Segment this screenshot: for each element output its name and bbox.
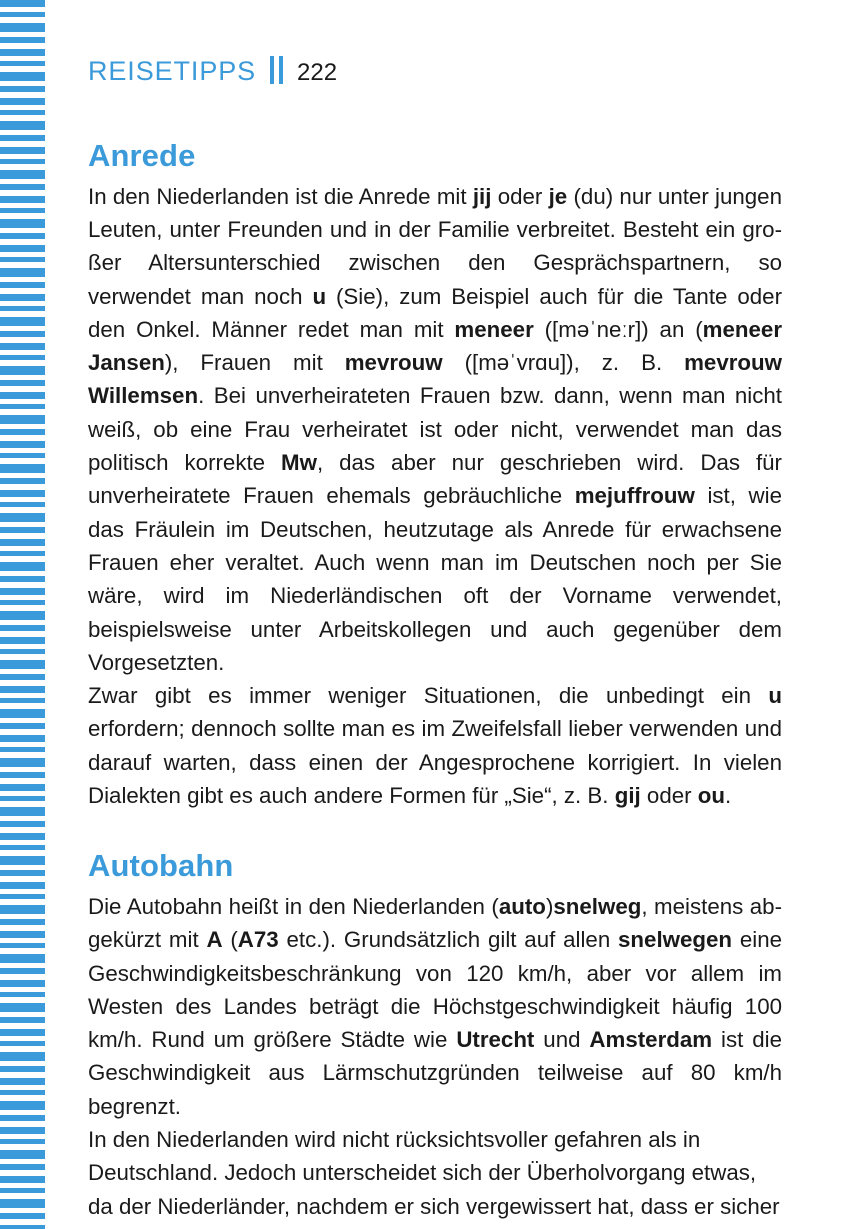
sidebar-inner-edge bbox=[45, 0, 48, 1229]
running-head bbox=[88, 52, 337, 92]
section-anrede bbox=[88, 138, 782, 812]
running-head-section-label: REISETIPPS bbox=[88, 56, 257, 86]
page-content-column bbox=[88, 0, 788, 1229]
double-vertical-rule-icon bbox=[270, 56, 283, 84]
article-body bbox=[88, 138, 782, 1223]
paragraph-anrede-2: Zwar gibt es immer weniger Situationen, die unbedingt ein u erfordern; dennoch sollte man es im Zweifelsfall lieber verwenden und darauf warten, dass einen der Angesprochene korrigiert. In vielen Dialekten gibt es auch andere Formen für „Sie“, z. B. gij oder ou. bbox=[88, 683, 782, 808]
section-autobahn bbox=[88, 848, 782, 1223]
decorative-stripe-sidebar bbox=[0, 0, 48, 1229]
section-heading-autobahn: Autobahn bbox=[88, 848, 234, 884]
section-heading-anrede: Anrede bbox=[88, 138, 196, 173]
paragraph-autobahn-1: Die Autobahn heißt in den Niederlanden (auto)snelweg, meistens abgekürzt mit A (A73 etc.). Grundsätzlich gilt auf allen snelwegen eine Geschwindigkeitsbeschränkung von 120 km/h, aber vor allem im Westen des Landes beträgt die Höchstgeschwindigkeit häufig 100 km/h. Rund um größere Städte wie Utrecht und Amsterdam ist die Geschwindigkeit aus Lärmschutzgründen teilweise auf 80 km/h begrenzt. bbox=[88, 893, 783, 1119]
paragraph-autobahn-2: In den Niederlanden wird nicht rücksichtsvoller gefahren als in Deutschland. Jedoch unterscheidet sich der Überholvorgang etwas, da der Niederländer, nachdem er sich vergewissert hat, dass er sicher bbox=[88, 1127, 780, 1219]
page-number: 222 bbox=[297, 59, 338, 86]
paragraph-anrede-1: In den Niederlanden ist die Anrede mit jij oder je (du) nur unter jungen Leuten, unter Freunden und in der Familie verbreitet. Besteht ein großer Altersunterschied zwischen den Gesprächspartnern, so verwendet man noch u (Sie), zum Beispiel auch für die Tante oder den Onkel. Männer redet man mit meneer ([məˈneːr]) an (meneer Jansen), Frauen mit mevrouw ([məˈvrɑu]), z. B. mevrouw Willemsen. Bei unverheirateten Frauen bzw. dann, wenn man nicht weiß, ob eine Frau verheiratet ist oder nicht, verwendet man das politisch korrekte Mw, das aber nur geschrieben wird. Das für unverheiratete Frauen ehemals gebräuchliche mejuffrouw ist, wie das Fräulein im Deutschen, heutzutage als Anrede für erwachsene Frauen eher veraltet. Auch wenn man im Deutschen noch per Sie wäre, wird im Niederländischen oft der Vorname verwendet, beispielsweise unter Arbeitskollegen und auch gegenüber dem Vorgesetzten. bbox=[88, 183, 782, 675]
